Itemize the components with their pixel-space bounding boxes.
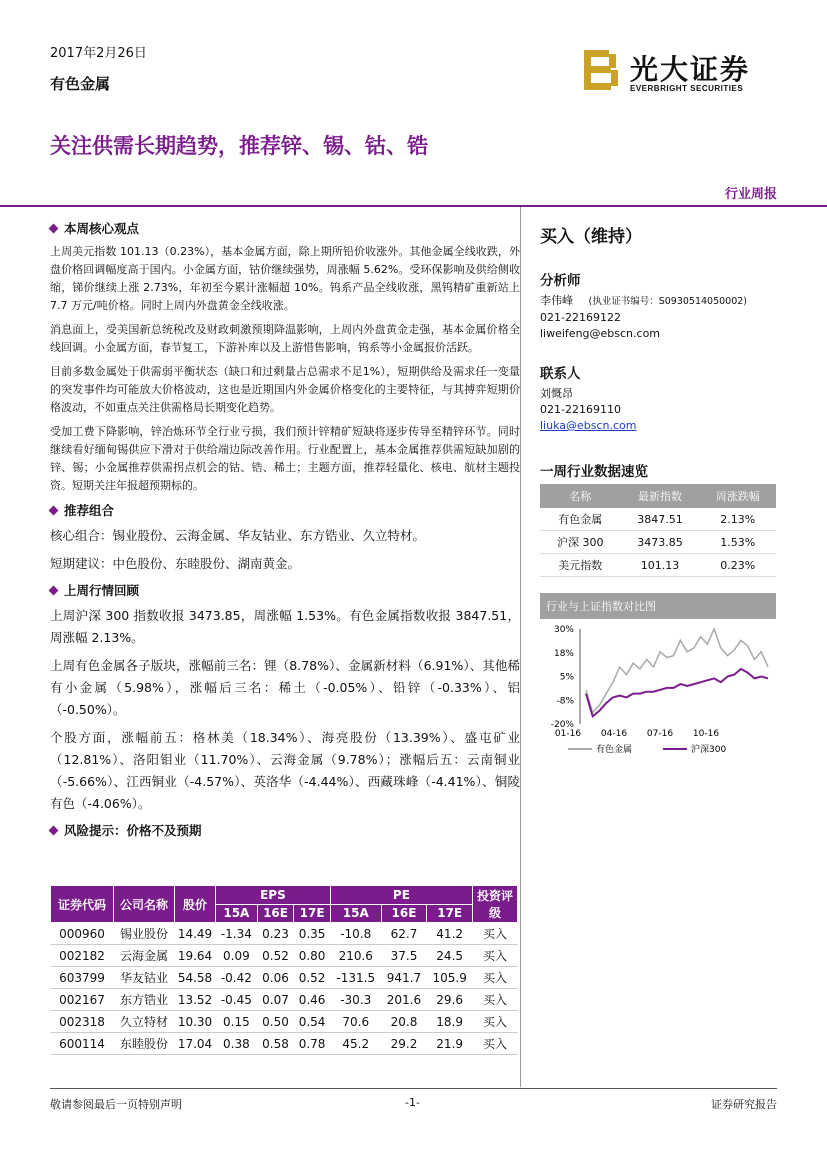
col-header: 最新指数: [621, 484, 700, 508]
data-heading: 一周行业数据速览: [540, 464, 648, 480]
sidebar-column: [540, 222, 780, 773]
diamond-bullet-icon: [49, 505, 59, 515]
everbright-logo-icon: [578, 48, 622, 92]
page-number: -1-: [405, 1096, 420, 1109]
cell: 有色金属: [540, 508, 621, 531]
brand-name-cn: 光大证券: [630, 53, 751, 86]
table-cell: 买入: [473, 989, 518, 1011]
section-heading: 风险提示：价格不及预期: [64, 823, 202, 838]
table-cell: 0.09: [216, 945, 258, 967]
table-row: [540, 508, 776, 531]
table-cell: 105.9: [427, 967, 473, 989]
table-cell: 云海金属: [114, 945, 175, 967]
table-cell: 21.9: [427, 1033, 473, 1055]
contact-name: 刘慨昂: [540, 387, 573, 400]
table-cell: -1.34: [216, 923, 258, 945]
section-risk: [50, 821, 520, 839]
table-row: [540, 554, 776, 577]
table-cell: 19.64: [175, 945, 216, 967]
table-cell: 东睦股份: [114, 1033, 175, 1055]
table-cell: 买入: [473, 1033, 518, 1055]
paragraph: 上周美元指数 101.13（0.23%），基本金属方面，除上期所铅价收涨外。其他金属全线收跌，外盘价格回调幅度高于国内。小金属方面，钴价继续强势，周涨幅 5.62%。受环保影响及供给侧收缩，锑价继续上涨 2.73%，年初至今累计涨幅超 10%。钨系产品全线收涨，黑钨精矿重新站上 7.7 万元/吨价格。同时上周内外盘黄金全线收涨。: [50, 245, 520, 312]
table-row: [51, 1033, 518, 1055]
table-cell: 0.06: [257, 967, 294, 989]
x-tick-label: 10-16: [692, 729, 720, 739]
stock-table: [50, 885, 518, 1055]
section-portfolio: [50, 501, 520, 519]
table-cell: 买入: [473, 923, 518, 945]
header-divider: [0, 205, 827, 207]
x-tick-label: 01-16: [554, 729, 582, 739]
paragraph: 消息面上，受美国新总统税改及财政刺激预期降温影响，上周内外盘黄金走强，基本金属价格全线回调。小金属方面，春节复工，下游补库以及上游惜售影响，钨系等小金属报价活跃。: [50, 323, 520, 354]
brand-name-en: EVERBRIGHT SECURITIES: [630, 84, 744, 93]
table-cell: 210.6: [330, 945, 381, 967]
series-line-0: [586, 629, 768, 713]
section-heading: 本周核心观点: [64, 221, 140, 236]
table-cell: 29.2: [381, 1033, 427, 1055]
table-cell: 买入: [473, 967, 518, 989]
col-header: 周涨跌幅: [699, 484, 776, 508]
table-cell: -30.3: [330, 989, 381, 1011]
main-column: [50, 215, 520, 845]
contact-phone: 021-22169110: [540, 403, 621, 416]
table-cell: 70.6: [330, 1011, 381, 1033]
y-tick-label: -8%: [556, 696, 574, 707]
series-line-1: [586, 669, 768, 717]
table-cell: 002167: [51, 989, 114, 1011]
table-cell: 941.7: [381, 967, 427, 989]
table-cell: 0.15: [216, 1011, 258, 1033]
table-cell: 0.54: [294, 1011, 331, 1033]
x-tick-label: 07-16: [646, 729, 674, 739]
table-row: [51, 945, 518, 967]
weekly-data-table: [540, 484, 776, 577]
table-cell: 10.30: [175, 1011, 216, 1033]
cell: 101.13: [621, 554, 700, 577]
cell: 3847.51: [621, 508, 700, 531]
table-cell: 0.58: [257, 1033, 294, 1055]
table-cell: 24.5: [427, 945, 473, 967]
table-cell: 45.2: [330, 1033, 381, 1055]
table-cell: 18.9: [427, 1011, 473, 1033]
analyst-cert: (执业证书编号：S0930514050002): [588, 296, 748, 307]
table-row: [51, 923, 518, 945]
table-cell: 0.35: [294, 923, 331, 945]
cell: 0.23%: [699, 554, 776, 577]
paragraph: 上周有色金属各子版块，涨幅前三名：锂（8.78%）、金属新材料（6.91%）、其他稀有小金属（5.98%），涨幅后三名：稀土（-0.05%）、铅锌（-0.33%）、铝（-0.50%）。: [50, 658, 520, 717]
analyst-name: 李伟峰: [540, 294, 573, 307]
col-year: 16E: [257, 904, 294, 923]
y-tick-label: 5%: [559, 672, 574, 683]
diamond-bullet-icon: [49, 223, 59, 233]
column-divider: [520, 207, 521, 1087]
core-portfolio: 核心组合：锡业股份、云海金属、华友钴业、东方锆业、久立特材。: [50, 528, 426, 543]
table-cell: 17.04: [175, 1033, 216, 1055]
table-cell: 0.52: [294, 967, 331, 989]
table-cell: 0.80: [294, 945, 331, 967]
report-date: 2017年2月26日: [50, 46, 147, 61]
comparison-chart: [540, 619, 776, 769]
paragraph: 目前多数金属处于供需弱平衡状态（缺口和过剩量占总需求不足1%），短期供给及需求任一变量的突发事件均可能放大价格波动，这也是近期国内外金属价格变化的主要特征，与其搏弈短期价格波动，不如重点关注供需格局长期变化趋势。: [50, 365, 520, 414]
cell: 2.13%: [699, 508, 776, 531]
table-cell: 37.5: [381, 945, 427, 967]
col-price: 股价: [175, 886, 216, 923]
y-tick-label: -20%: [550, 720, 574, 730]
cell: 沪深 300: [540, 531, 621, 554]
analyst-email[interactable]: liweifeng@ebscn.com: [540, 327, 661, 340]
analyst-heading: 分析师: [540, 273, 581, 289]
table-cell: 002318: [51, 1011, 114, 1033]
contact-heading: 联系人: [540, 366, 581, 382]
footer-divider: [50, 1088, 777, 1089]
table-cell: 29.6: [427, 989, 473, 1011]
cell: 1.53%: [699, 531, 776, 554]
col-year: 17E: [427, 904, 473, 923]
col-year: 16E: [381, 904, 427, 923]
contact-email-link[interactable]: liuka@ebscn.com: [540, 419, 637, 432]
col-name: 公司名称: [114, 886, 175, 923]
table-cell: 东方锆业: [114, 989, 175, 1011]
table-cell: 买入: [473, 1011, 518, 1033]
table-cell: 0.23: [257, 923, 294, 945]
table-cell: 14.49: [175, 923, 216, 945]
industry-label: 有色金属: [50, 75, 111, 93]
paragraph: 个股方面，涨幅前五：格林美（18.34%）、海亮股份（13.39%）、盛屯矿业（12.81%）、洛阳钼业（11.70%）、云海金属（9.78%）；涨幅后五：云南铜业（-5.66%）、江西铜业（-4.57%）、英洛华（-4.44%）、西藏珠峰（-4.41%）、铜陵有色（-4.06%）。: [50, 730, 520, 811]
table-cell: 20.8: [381, 1011, 427, 1033]
diamond-bullet-icon: [49, 585, 59, 595]
table-cell: 201.6: [381, 989, 427, 1011]
section-market-review: [50, 581, 520, 599]
chart-heading: 行业与上证指数对比图: [540, 593, 776, 619]
footer-disclaimer: 敬请参阅最后一页特别声明: [50, 1098, 182, 1111]
analyst-phone: 021-22169122: [540, 311, 621, 324]
table-cell: 久立特材: [114, 1011, 175, 1033]
table-cell: 0.50: [257, 1011, 294, 1033]
section-heading: 推荐组合: [64, 503, 115, 518]
col-eps: EPS: [216, 886, 331, 905]
table-cell: 0.07: [257, 989, 294, 1011]
x-tick-label: 04-16: [600, 729, 628, 739]
table-cell: 0.52: [257, 945, 294, 967]
table-cell: 000960: [51, 923, 114, 945]
table-cell: 0.78: [294, 1033, 331, 1055]
table-cell: 0.46: [294, 989, 331, 1011]
section-heading: 上周行情回顾: [64, 583, 140, 598]
table-cell: 买入: [473, 945, 518, 967]
col-rating: 投资评级: [473, 886, 518, 923]
cell: 美元指数: [540, 554, 621, 577]
diamond-bullet-icon: [49, 825, 59, 835]
report-title: 关注供需长期趋势，推荐锌、锡、钴、锆: [50, 134, 428, 158]
legend-label: 沪深300: [691, 745, 727, 755]
paragraph: 受加工费下降影响，锌冶炼环节全行业亏损，我们预计锌精矿短缺将逐步传导至精锌环节。同时继续看好缅甸锡供应下滑对于供给端边际改善作用。行业配置上，基本金属推荐供需短缺加剧的锌、锡；小金属推荐供需拐点机会的钴、锆、稀土；主题方面，推荐轻量化、核电、航材主题投资。短期关注年报超预期标的。: [50, 425, 520, 492]
table-cell: 华友钴业: [114, 967, 175, 989]
paragraph: 上周沪深 300 指数收报 3473.85，周涨幅 1.53%。有色金属指数收报 3847.51，周涨幅 2.13%。: [50, 608, 520, 645]
short-term-picks: 短期建议：中色股份、东睦股份、湖南黄金。: [50, 556, 301, 571]
col-year: 17E: [294, 904, 331, 923]
table-cell: 41.2: [427, 923, 473, 945]
table-row: [51, 967, 518, 989]
col-year: 15A: [330, 904, 381, 923]
col-code: 证券代码: [51, 886, 114, 923]
table-cell: 603799: [51, 967, 114, 989]
table-row: [51, 1011, 518, 1033]
col-pe: PE: [330, 886, 472, 905]
report-type: 行业周报: [724, 187, 777, 202]
y-tick-label: 18%: [553, 648, 574, 659]
y-tick-label: 30%: [553, 625, 574, 635]
legend-label: 有色金属: [596, 745, 633, 755]
cell: 3473.85: [621, 531, 700, 554]
table-row: [51, 989, 518, 1011]
col-year: 15A: [216, 904, 258, 923]
table-cell: -0.45: [216, 989, 258, 1011]
table-cell: 0.38: [216, 1033, 258, 1055]
col-header: 名称: [540, 484, 621, 508]
table-cell: 13.52: [175, 989, 216, 1011]
table-cell: -0.42: [216, 967, 258, 989]
table-cell: 54.58: [175, 967, 216, 989]
table-cell: 62.7: [381, 923, 427, 945]
section-core-views: [50, 219, 520, 237]
rating: 买入（维持）: [540, 227, 642, 247]
table-cell: -10.8: [330, 923, 381, 945]
footer-label: 证券研究报告: [711, 1098, 777, 1111]
table-cell: 锡业股份: [114, 923, 175, 945]
table-cell: 600114: [51, 1033, 114, 1055]
table-cell: -131.5: [330, 967, 381, 989]
table-cell: 002182: [51, 945, 114, 967]
table-row: [540, 531, 776, 554]
